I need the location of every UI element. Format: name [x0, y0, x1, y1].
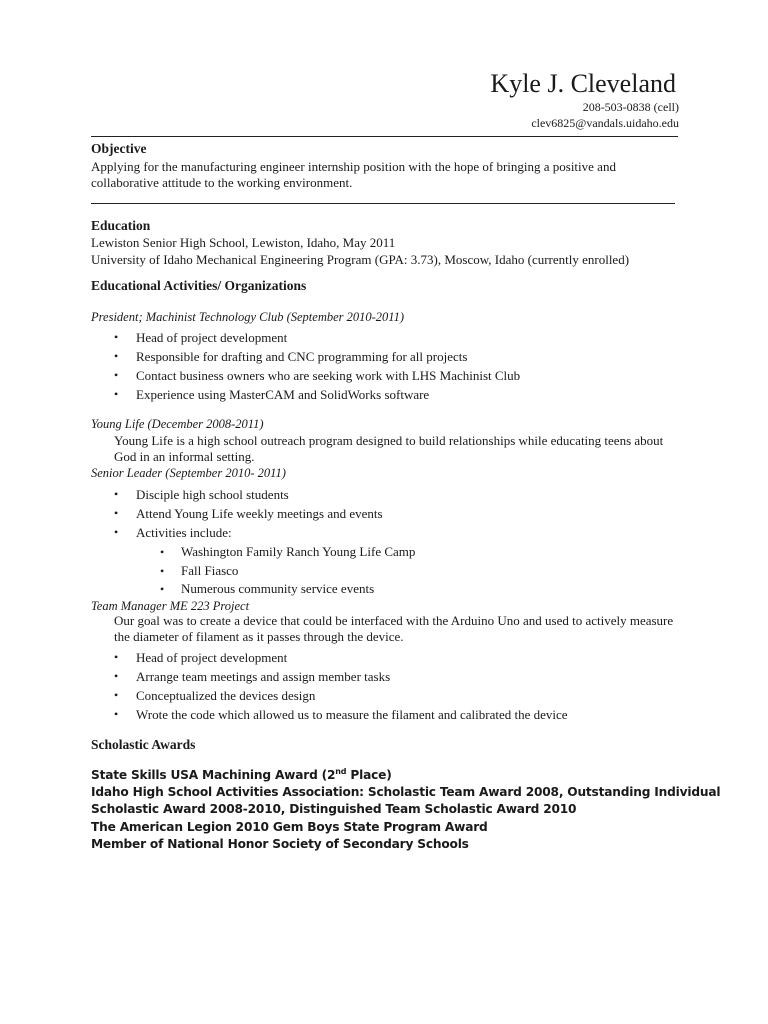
award-item: Idaho High School Activities Association: Scholastic Team Award 2008, Outstanding Individual	[91, 785, 721, 800]
activities-heading: Educational Activities/ Organizations	[91, 278, 307, 293]
phone-number: 208-503-0838 (cell)	[582, 100, 679, 114]
education-heading: Education	[91, 218, 151, 233]
machinist-club-duties	[114, 328, 520, 404]
bullet-icon: •	[114, 487, 119, 501]
email-address: clev6825@vandals.uidaho.edu	[531, 116, 679, 130]
young-life-description: Young Life is a high school outreach program designed to build relationships while educating teens about God in an informal setting.	[114, 433, 664, 464]
young-life-activities	[160, 543, 415, 599]
list-item: • Wrote the code which allowed us to measure the filament and calibrated the device	[114, 707, 568, 722]
list-item: • Attend Young Life weekly meetings and events	[114, 506, 383, 521]
bullet-icon: •	[114, 330, 119, 344]
me223-duties	[114, 648, 568, 724]
list-item: • Disciple high school students	[114, 487, 289, 502]
list-item: • Responsible for drafting and CNC programming for all projects	[114, 349, 468, 364]
senior-leader-duties	[114, 485, 383, 542]
senior-leader-role: Senior Leader (September 2010- 2011)	[91, 466, 286, 480]
list-item: • Activities include:	[114, 525, 232, 540]
bullet-icon: •	[114, 349, 119, 363]
award-item: State Skills USA Machining Award (2nd Place)	[91, 766, 392, 782]
list-item: • Arrange team meetings and assign member tasks	[114, 669, 391, 684]
awards-heading: Scholastic Awards	[91, 737, 196, 752]
list-item: • Head of project development	[114, 650, 288, 665]
list-item: • Numerous community service events	[160, 580, 415, 599]
bullet-icon: •	[114, 387, 119, 401]
objective-heading: Objective	[91, 141, 147, 156]
list-item: • Head of project development	[114, 330, 288, 345]
education-item: University of Idaho Mechanical Engineering Program (GPA: 3.73), Moscow, Idaho (currently enrolled)	[91, 252, 630, 267]
award-item: Member of National Honor Society of Secondary Schools	[91, 836, 469, 851]
list-item: • Fall Fiasco	[160, 562, 415, 581]
bullet-icon: •	[114, 525, 119, 539]
list-item: • Washington Family Ranch Young Life Camp	[160, 543, 415, 562]
list-item: • Conceptualized the devices design	[114, 688, 316, 703]
objective-divider	[91, 203, 675, 204]
awards-list	[91, 767, 720, 853]
machinist-club-role: President; Machinist Technology Club (September 2010-2011)	[91, 310, 405, 324]
me223-description: Our goal was to create a device that could be interfaced with the Arduino Uno and used to actively measure the diameter of filament as it passes through the device.	[114, 613, 674, 644]
bullet-icon: •	[114, 368, 119, 382]
candidate-name: Kyle J. Cleveland	[490, 69, 676, 98]
header-divider	[91, 136, 678, 137]
education-item: Lewiston Senior High School, Lewiston, Idaho, May 2011	[91, 235, 396, 250]
bullet-icon: •	[114, 707, 119, 721]
bullet-icon: •	[114, 506, 119, 520]
bullet-icon: •	[114, 669, 119, 683]
young-life-role: Young Life (December 2008-2011)	[91, 417, 264, 431]
award-item: Scholastic Award 2008-2010, Distinguished Team Scholastic Award 2010	[91, 802, 577, 817]
bullet-icon: •	[114, 650, 119, 664]
bullet-icon: •	[160, 582, 165, 596]
list-item: • Experience using MasterCAM and SolidWorks software	[114, 387, 430, 402]
bullet-icon: •	[114, 688, 119, 702]
bullet-icon: •	[160, 563, 165, 578]
me223-role: Team Manager ME 223 Project	[91, 599, 250, 613]
list-item: • Contact business owners who are seeking work with LHS Machinist Club	[114, 368, 521, 383]
bullet-icon: •	[160, 545, 165, 559]
objective-text: Applying for the manufacturing engineer internship position with the hope of bringing a positive and collaborative attitude to the working environment.	[91, 159, 616, 190]
contact-info	[531, 99, 679, 131]
award-item: The American Legion 2010 Gem Boys State Program Award	[91, 819, 488, 834]
